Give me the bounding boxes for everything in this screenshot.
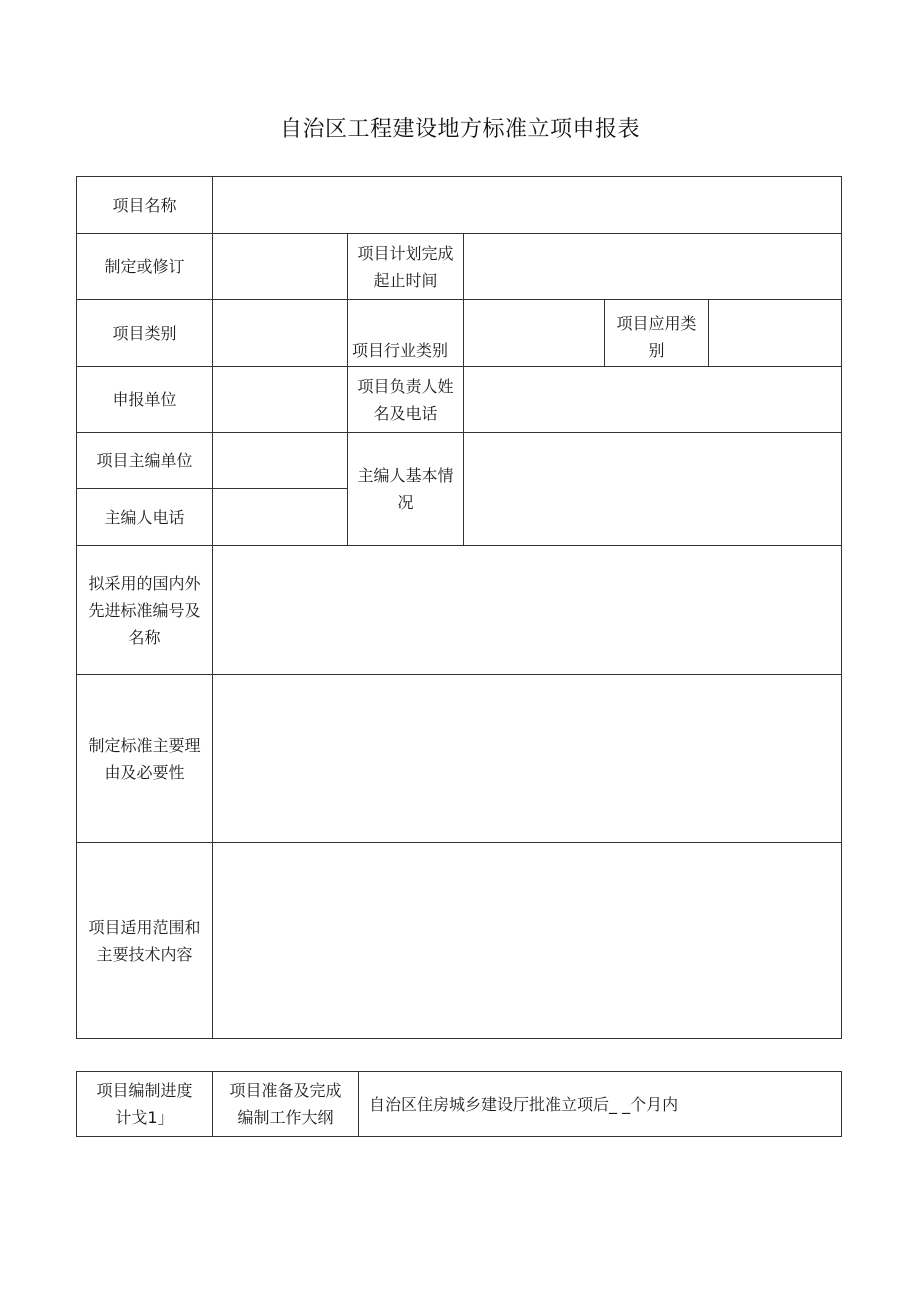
scope-label: 项目适用范围和 主要技术内容 [76,842,213,1039]
application-label: 项目应用类 别 [604,299,709,367]
foreign-std-field[interactable] [212,545,842,675]
editor-unit-field[interactable] [212,432,348,489]
application-field[interactable] [708,299,842,367]
plan-time-label: 项目计划完成 起止时间 [347,233,464,300]
reason-field[interactable] [212,674,842,843]
page-title: 自治区工程建设地方标准立项申报表 [279,117,640,142]
editor-unit-label: 项目主编单位 [76,432,213,489]
industry-field[interactable] [463,299,605,367]
reason-label: 制定标准主要理 由及必要性 [76,674,213,843]
unit-field[interactable] [212,366,348,433]
industry-label: 项目行业类别 [347,299,464,367]
plan-time-field[interactable] [463,233,842,300]
editor-phone-label: 主编人电话 [76,488,213,546]
editor-phone-field[interactable] [212,488,348,546]
revise-label: 制定或修订 [76,233,213,300]
scope-field[interactable] [212,842,842,1039]
leader-label: 项目负责人姓 名及电话 [347,366,464,433]
leader-field[interactable] [463,366,842,433]
prep-value[interactable]: 自治区住房城乡建设厅批准立项后_ _个月内 [358,1071,842,1137]
unit-label: 申报单位 [76,366,213,433]
project-name-field[interactable] [212,176,842,234]
editor-info-label: 主编人基本情 况 [347,432,464,546]
project-name-label: 项目名称 [76,176,213,234]
prep-label: 项目准备及完成 编制工作大纲 [212,1071,359,1137]
category-label: 项目类别 [76,299,213,367]
category-field[interactable] [212,299,348,367]
revise-field[interactable] [212,233,348,300]
editor-info-field[interactable] [463,432,842,546]
foreign-std-label: 拟采用的国内外 先进标准编号及 名称 [76,545,213,675]
progress-label: 项目编制进度 计戈1」 [76,1071,213,1137]
